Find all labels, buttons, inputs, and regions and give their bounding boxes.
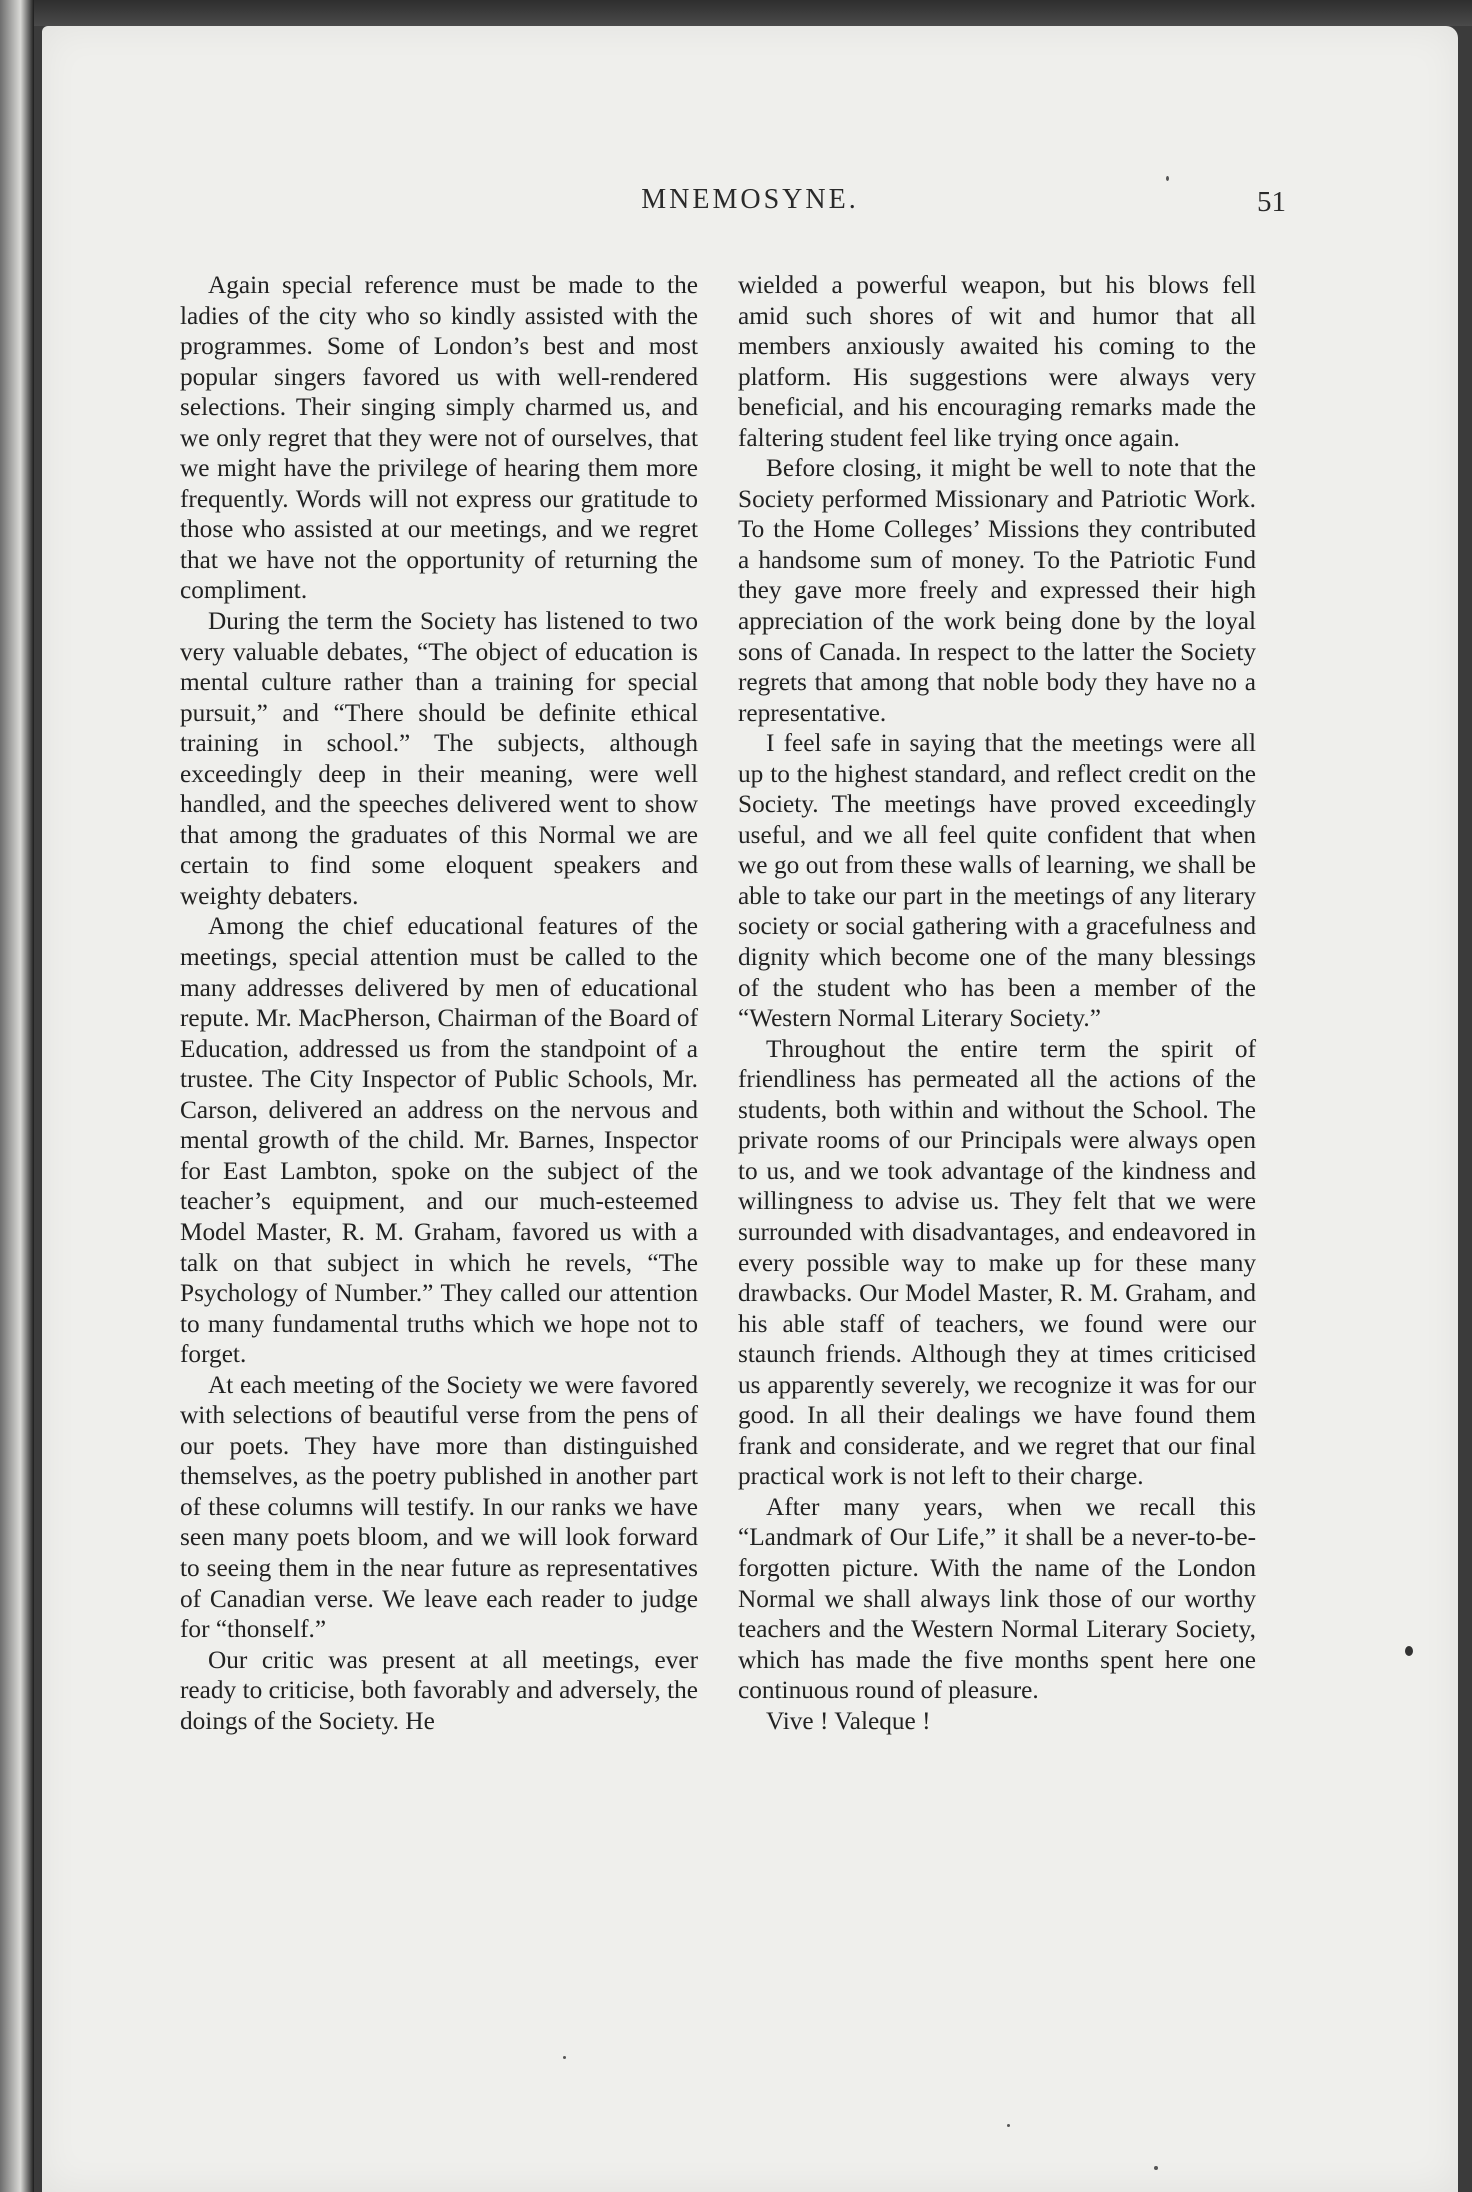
paragraph: Among the chief educational features of the meetings, special attention must be called to the many addresses delivered by men of educational repute. Mr. MacPherson, Chairman of the Board of Education, addressed us from the standpoint of a trustee. The City Inspector of Public Schools, Mr. Carson, delivered an address on the nervous and mental growth of the child. Mr. Barnes, Inspector for East Lambton, spoke on the subject of the teacher’s equipment, and our much-esteemed Model Master, R. M. Graham, favored us with a talk on that subject in which he revels, “The Psychology of Number.” They called our attention to many fundamental truths which we hope not to forget. — [180, 912, 698, 1369]
running-head: MNEMOSYNE. — [641, 184, 859, 215]
paragraph: Again special reference must be made to the ladies of the city who so kindly assisted with the programmes. Some of London’s best and most popular singers favored us with well-rendered selections. Their singing simply charmed us, and we only regret that they were not of ourselves, that we might have the privilege of hearing them more frequently. Words will not express our gratitude to those who assisted at our meetings, and we regret that we have not the opportunity of returning the compliment. — [180, 271, 698, 605]
left-column — [180, 270, 698, 1736]
paragraph: During the term the Society has listened to two very valuable debates, “The object of education is mental culture rather than a training for special pursuit,” and “There should be definite ethical training in school.” The subjects, although exceedingly deep in their meaning, were well handled, and the speeches delivered went to show that among the graduates of this Normal we are certain to find some eloquent speakers and weighty debaters. — [180, 607, 698, 910]
scan-border-left — [0, 0, 34, 2192]
paragraph: After many years, when we recall this “Landmark of Our Life,” it shall be a never-to-be-forgotten picture. With the name of the London Normal we shall always link those of our worthy teachers and the Western Normal Literary Society, which has made the five months spent here one continuous round of pleasure. — [738, 1492, 1256, 1705]
paper-speck — [563, 2056, 566, 2059]
book-page — [42, 26, 1458, 2192]
paragraph: Before closing, it might be well to note that the Society performed Missionary and Patriotic Work. To the Home Colleges’ Missions they contributed a handsome sum of money. To the Patriotic Fund they gave more freely and expressed their high appreciation of the work being done by the loyal sons of Canada. In respect to the latter the Society regrets that among that noble body they have no a representative. — [738, 454, 1256, 727]
paragraph-continued: wielded a powerful weapon, but his blows fell amid such shores of wit and humor that all members anxiously awaited his coming to the platform. His suggestions were always very beneficial, and his encouraging remarks made the faltering student feel like trying once again. — [738, 271, 1256, 452]
right-column — [738, 270, 1256, 1736]
closing-line: Vive ! Valeque ! — [766, 1706, 931, 1735]
paper-speck — [1405, 1646, 1413, 1656]
page-number: 51 — [1257, 186, 1286, 218]
paper-speck — [1154, 2166, 1158, 2170]
paragraph: Our critic was present at all meetings, ever ready to criticise, both favorably and adversely, the doings of the Society. He — [180, 1645, 698, 1735]
paper-speck — [1007, 2124, 1010, 2127]
scan-border-top — [0, 0, 1472, 26]
paragraph: I feel safe in saying that the meetings were all up to the highest standard, and reflect credit on the Society. The meetings have proved exceedingly useful, and we all feel quite confident that when we go out from these walls of learning, we shall be able to take our part in the meetings of any literary society or social gathering with a gracefulness and dignity which become one of the many blessings of the student who has been a member of the “Western Normal Literary Society.” — [738, 729, 1256, 1033]
paragraph: At each meeting of the Society we were favored with selections of beautiful verse from the pens of our poets. They have more than distinguished themselves, as the poetry published in another part of these columns will testify. In our ranks we have seen many poets bloom, and we will look forward to seeing them in the near future as representatives of Canadian verse. We leave each reader to judge for “thonself.” — [180, 1370, 698, 1644]
paragraph: Throughout the entire term the spirit of friendliness has permeated all the actions of the students, both within and without the School. The private rooms of our Principals were always open to us, and we took advantage of the kindness and willingness to advise us. They felt that we were surrounded with disadvantages, and endeavored in every possible way to make up for these many drawbacks. Our Model Master, R. M. Graham, and his able staff of teachers, we found were our staunch friends. Although they at times criticised us apparently severely, we recognize it was for our good. In all their dealings we have found them frank and considerate, and we regret that our final practical work is not left to their charge. — [738, 1034, 1256, 1491]
paper-speck — [1166, 176, 1169, 181]
